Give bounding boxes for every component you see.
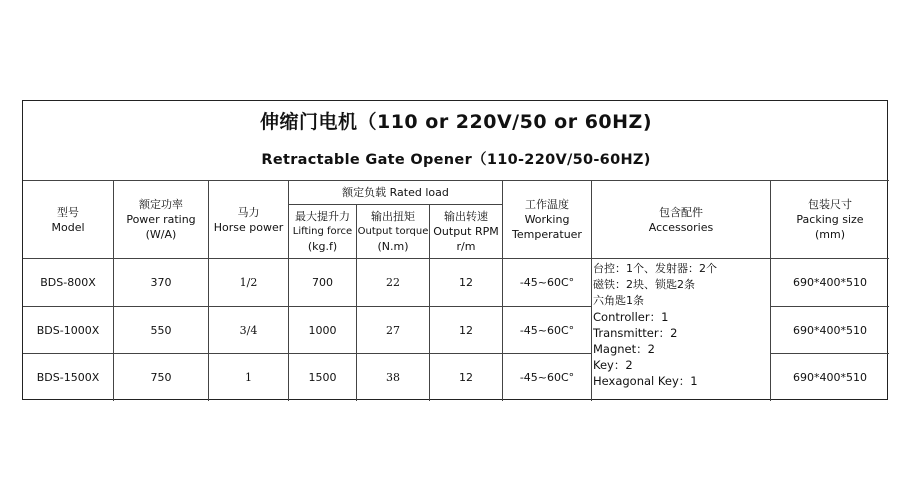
spec-table <box>22 100 888 400</box>
header-packing-size <box>771 181 889 258</box>
cell-working-temp: -45~60C° <box>519 371 575 384</box>
header-power-en: Power rating <box>126 213 196 226</box>
header-model <box>23 181 113 258</box>
header-lifting-en: Lifting force <box>292 226 353 237</box>
cell-horse-power: 3/4 <box>239 323 258 337</box>
header-torque-unit: (N.m) <box>377 240 409 253</box>
cell-output-rpm: 12 <box>459 371 473 384</box>
header-horse-power <box>209 181 288 258</box>
header-torque-cn: 输出扭矩 <box>371 210 415 223</box>
header-hp-cn: 马力 <box>237 205 260 219</box>
cell-model: BDS-1000X <box>36 323 100 337</box>
cell-model: BDS-800X <box>40 276 96 289</box>
header-lifting-force <box>289 205 356 258</box>
accessory-line: Hexagonal Key：1 <box>593 374 698 388</box>
accessory-line: Transmitter：2 <box>593 326 678 340</box>
header-power-cn: 额定功率 <box>139 198 183 211</box>
accessory-line: Key：2 <box>593 358 633 372</box>
header-lifting-unit: (kg.f) <box>307 240 338 253</box>
cell-working-temp: -45~60C° <box>519 323 575 337</box>
title-english: Retractable Gate Opener（110-220V/50-60HZ) <box>261 151 651 168</box>
header-packing-en: Packing size <box>796 213 864 226</box>
header-hp-en: Horse power <box>213 220 284 234</box>
header-model-en: Model <box>51 220 85 234</box>
cell-output-torque: 22 <box>386 276 400 289</box>
header-accessories-en: Accessories <box>648 220 714 234</box>
header-temp-en2: Temperatuer <box>512 228 582 241</box>
cell-lifting-force: 1000 <box>308 323 337 337</box>
accessories-list <box>593 261 769 389</box>
header-torque-en: Output torque <box>357 226 429 237</box>
cell-power: 750 <box>150 371 172 384</box>
title-chinese: 伸缩门电机（110 or 220V/50 or 60HZ) <box>259 110 652 133</box>
header-output-rpm <box>430 205 502 258</box>
header-model-cn: 型号 <box>57 205 79 219</box>
cell-output-rpm: 12 <box>459 323 473 337</box>
accessory-line: 台控：1个、发射器：2个 <box>593 262 717 275</box>
header-temp-cn: 工作温度 <box>525 198 569 211</box>
cell-lifting-force: 1500 <box>308 371 337 384</box>
header-lifting-cn: 最大提升力 <box>295 210 350 223</box>
cell-packing-size: 690*400*510 <box>793 323 867 337</box>
header-rated-load: 额定负载 Rated load <box>342 186 449 199</box>
header-output-torque <box>357 205 429 258</box>
cell-packing-size: 690*400*510 <box>793 276 867 289</box>
accessory-line: 六角匙1条 <box>593 294 644 307</box>
cell-output-torque: 27 <box>386 323 400 337</box>
header-packing-unit: (mm) <box>814 228 845 241</box>
header-rpm-cn: 输出转速 <box>444 210 488 223</box>
cell-horse-power: 1/2 <box>239 276 258 289</box>
header-rpm-en: Output RPM <box>433 225 499 238</box>
accessory-line: Magnet：2 <box>593 342 655 356</box>
cell-working-temp: -45~60C° <box>519 276 575 289</box>
accessory-line: 磁铁：2块、锁匙2条 <box>593 278 695 291</box>
header-packing-cn: 包装尺寸 <box>808 198 852 211</box>
header-accessories-cn: 包含配件 <box>659 205 703 219</box>
cell-power: 550 <box>150 323 172 337</box>
header-temp-en1: Working <box>524 213 570 226</box>
cell-output-rpm: 12 <box>459 276 473 289</box>
header-power <box>114 181 208 258</box>
accessory-line: Controller：1 <box>593 310 669 324</box>
header-rpm-unit: r/m <box>456 240 476 253</box>
cell-output-torque: 38 <box>386 371 400 384</box>
cell-lifting-force: 700 <box>312 276 333 289</box>
cell-packing-size: 690*400*510 <box>793 371 867 384</box>
header-working-temp <box>503 181 591 258</box>
cell-horse-power: 1 <box>245 371 252 384</box>
cell-power: 370 <box>150 276 172 289</box>
cell-model: BDS-1500X <box>36 371 100 384</box>
header-power-unit: (W/A) <box>145 228 177 241</box>
header-accessories <box>592 181 770 258</box>
